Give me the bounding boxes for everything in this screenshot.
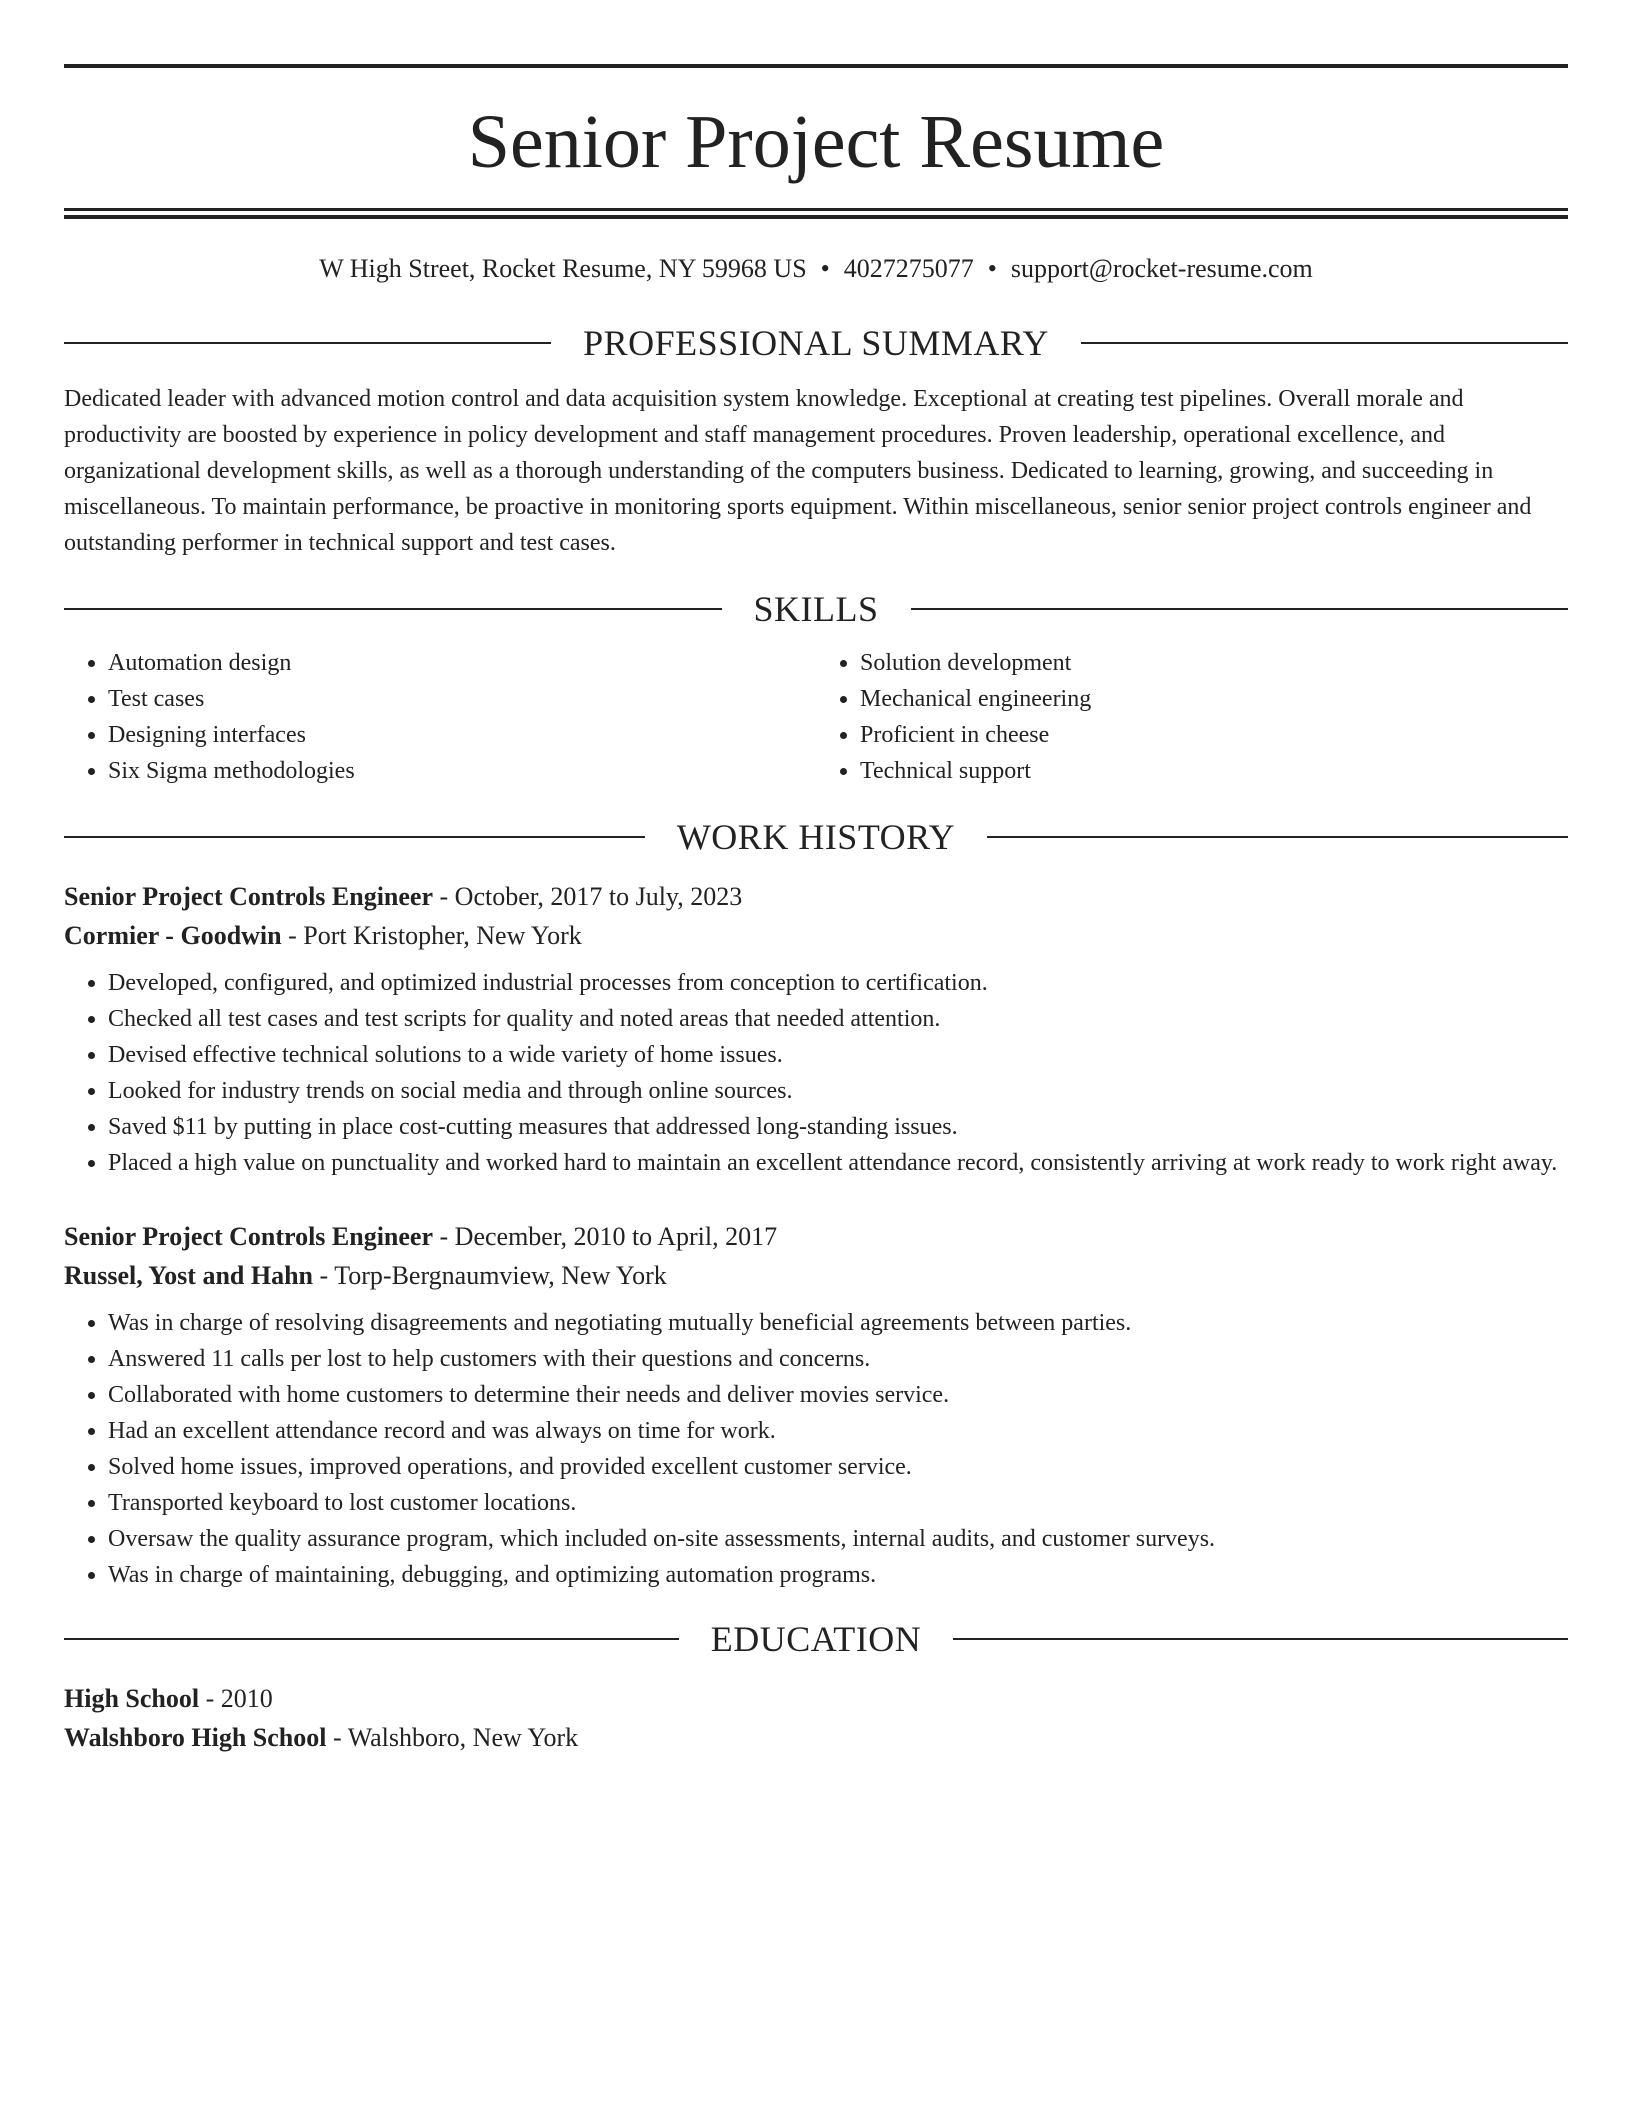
- divider-line: [64, 608, 722, 610]
- divider-line: [1081, 342, 1568, 344]
- job-bullet: • Looked for industry trends on social media and through online sources.: [108, 1073, 1568, 1109]
- job-bullet: • Transported keyboard to lost customer locations.: [108, 1485, 1568, 1521]
- education-degree-line: [64, 1679, 1568, 1718]
- skill-item: • Mechanical engineering: [860, 681, 1568, 717]
- contact-separator: •: [820, 254, 830, 283]
- resume-title: Senior Project Resume: [467, 100, 1165, 184]
- contact-email: support@rocket-resume.com: [1010, 254, 1313, 283]
- job-dates: - December, 2010 to April, 2017: [433, 1222, 778, 1251]
- top-rule: [64, 64, 1568, 68]
- job-company-line: [64, 1256, 1568, 1295]
- job-location: - Torp-Bergnaumview, New York: [313, 1261, 667, 1290]
- job-company: Russel, Yost and Hahn: [64, 1261, 314, 1290]
- job-bullet: • Had an excellent attendance record and was always on time for work.: [108, 1413, 1568, 1449]
- title-double-rule: [64, 208, 1568, 219]
- job-bullet: • Placed a high value on punctuality and worked hard to maintain an excellent attendance record, consistently arriving at work ready to work right away.: [108, 1145, 1568, 1181]
- skill-item: • Technical support: [860, 753, 1568, 789]
- skill-item: • Designing interfaces: [108, 717, 816, 753]
- job-bullet: • Oversaw the quality assurance program, which included on-site assessments, internal audits, and customer surveys.: [108, 1521, 1568, 1557]
- job-entry: [64, 877, 1568, 1181]
- education-location: - Walshboro, New York: [326, 1723, 579, 1752]
- job-location: - Port Kristopher, New York: [281, 921, 582, 950]
- job-bullet: • Was in charge of resolving disagreements and negotiating mutually beneficial agreements between parties.: [108, 1305, 1568, 1341]
- divider-line: [911, 608, 1569, 610]
- skills-column-left: [64, 645, 816, 789]
- job-bullets: [64, 1305, 1568, 1593]
- skills-column-right: [816, 645, 1568, 789]
- contact-separator: •: [987, 254, 997, 283]
- job-company: Cormier - Goodwin: [64, 921, 282, 950]
- job-bullet: • Answered 11 calls per lost to help customers with their questions and concerns.: [108, 1341, 1568, 1377]
- section-title: WORK HISTORY: [676, 817, 956, 857]
- section-title: SKILLS: [753, 589, 879, 629]
- skill-item: • Proficient in cheese: [860, 717, 1568, 753]
- job-bullet: • Solved home issues, improved operations, and provided excellent customer service.: [108, 1449, 1568, 1485]
- skill-item: • Six Sigma methodologies: [108, 753, 816, 789]
- skill-item: • Automation design: [108, 645, 816, 681]
- skill-item: • Solution development: [860, 645, 1568, 681]
- education-entry: [64, 1679, 1568, 1757]
- job-title-line: [64, 1217, 1568, 1256]
- contact-phone: 4027275077: [843, 254, 974, 283]
- contact-address: W High Street, Rocket Resume, NY 59968 US: [319, 254, 807, 283]
- job-entry: [64, 1217, 1568, 1593]
- job-title: Senior Project Controls Engineer: [64, 882, 434, 911]
- summary-text: Dedicated leader with advanced motion control and data acquisition system knowledge. Exceptional at creating test pipelines. Overall morale and productivity are boosted by experience in policy development and staff management procedures. Proven leadership, operational excellence, and organizational development skills, as well as a thorough understanding of the computers business. Dedicated to learning, growing, and succeeding in miscellaneous. To maintain performance, be proactive in monitoring sports equipment. Within miscellaneous, senior senior project controls engineer and outstanding performer in technical support and test cases.: [64, 386, 1532, 556]
- section-heading-skills: [64, 587, 1568, 631]
- job-bullet: • Checked all test cases and test scripts for quality and noted areas that needed attention.: [108, 1001, 1568, 1037]
- job-company-line: [64, 916, 1568, 955]
- section-heading-summary: [64, 321, 1568, 365]
- job-dates: - October, 2017 to July, 2023: [433, 882, 743, 911]
- divider-line: [953, 1638, 1568, 1640]
- job-bullet: • Collaborated with home customers to determine their needs and deliver movies service.: [108, 1377, 1568, 1413]
- section-title: PROFESSIONAL SUMMARY: [583, 323, 1049, 363]
- contact-line: [64, 251, 1568, 287]
- job-bullet: • Saved $11 by putting in place cost-cutting measures that addressed long-standing issues.: [108, 1109, 1568, 1145]
- divider-line: [64, 342, 551, 344]
- education-school: Walshboro High School: [64, 1723, 327, 1752]
- section-title: EDUCATION: [710, 1619, 922, 1659]
- job-title: Senior Project Controls Engineer: [64, 1222, 434, 1251]
- section-heading-education: [64, 1617, 1568, 1661]
- job-bullet: • Was in charge of maintaining, debugging, and optimizing automation programs.: [108, 1557, 1568, 1593]
- job-bullet: • Developed, configured, and optimized industrial processes from conception to certification.: [108, 965, 1568, 1001]
- job-bullets: [64, 965, 1568, 1181]
- education-year: - 2010: [199, 1684, 273, 1713]
- skills-list: [64, 645, 1568, 789]
- education-degree: High School: [64, 1684, 200, 1713]
- job-bullet: • Devised effective technical solutions to a wide variety of home issues.: [108, 1037, 1568, 1073]
- job-title-line: [64, 877, 1568, 916]
- skill-item: • Test cases: [108, 681, 816, 717]
- divider-line: [987, 836, 1568, 838]
- education-school-line: [64, 1718, 1568, 1757]
- divider-line: [64, 1638, 679, 1640]
- resume-page: [64, 64, 1568, 1757]
- section-heading-work-history: [64, 815, 1568, 859]
- divider-line: [64, 836, 645, 838]
